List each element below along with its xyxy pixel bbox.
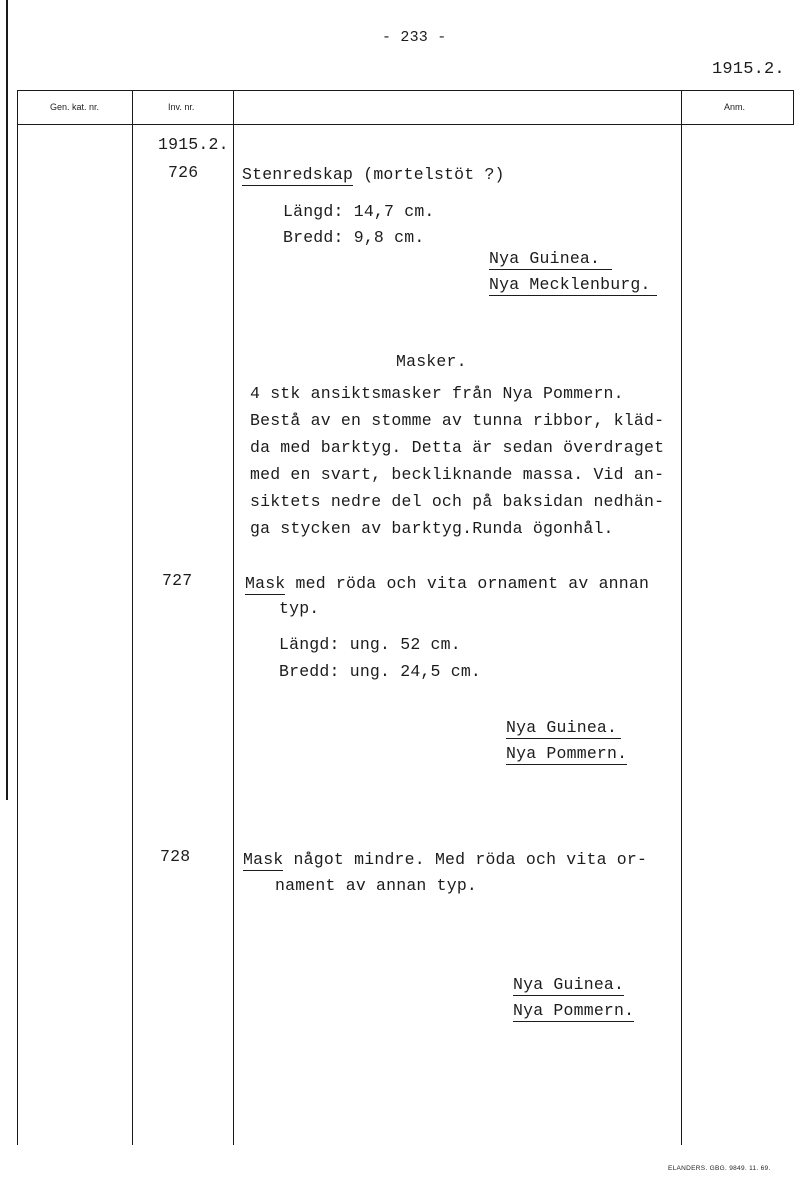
entry-727-line-2: typ.	[279, 599, 320, 618]
column-rule-inv-text	[233, 90, 234, 1145]
column-rule-left	[17, 90, 18, 1145]
entry-726-description: (mortelstöt ?)	[353, 165, 505, 184]
column-rule-text-anm	[681, 90, 682, 1145]
entry-728-description: något mindre. Med röda och vita or-	[283, 850, 648, 869]
entry-727-place-2: Nya Pommern.	[506, 744, 628, 763]
header-anm: Anm.	[724, 102, 746, 112]
binding-margin-line	[6, 0, 8, 800]
entry-727-title	[245, 574, 649, 593]
column-rule-gen-inv	[132, 90, 133, 1145]
entry-728-place-2: Nya Pommern.	[513, 1001, 635, 1020]
entry-726-width: Bredd: 9,8 cm.	[283, 228, 425, 247]
entry-726-length: Längd: 14,7 cm.	[283, 202, 435, 221]
entry-727-object-name: Mask	[245, 574, 286, 593]
column-rule-right	[793, 90, 794, 125]
entry-727-place-1: Nya Guinea.	[506, 718, 621, 737]
entry-728-line-2: nament av annan typ.	[275, 876, 478, 895]
description-line: 4 stk ansiktsmasker från Nya Pommern.	[250, 384, 624, 403]
description-line: siktets nedre del och på baksidan nedhän-	[250, 492, 665, 511]
accession-year: 1915.2.	[158, 135, 229, 154]
description-line: med en svart, beckliknande massa. Vid an-	[250, 465, 665, 484]
entry-727-description: med röda och vita ornament av annan	[285, 574, 650, 593]
header-bottom-rule	[17, 124, 793, 125]
description-line: ga stycken av barktyg.Runda ögonhål.	[250, 519, 614, 538]
entry-727-width: Bredd: ung. 24,5 cm.	[279, 662, 482, 681]
section-heading-masker: Masker.	[396, 352, 467, 371]
header-top-rule	[17, 90, 793, 91]
entry-728-place-1: Nya Guinea.	[513, 975, 625, 994]
entry-726-place-2: Nya Mecklenburg.	[489, 275, 657, 294]
section-description	[250, 380, 664, 542]
year-stamp: 1915.2.	[712, 60, 785, 79]
header-gen-kat-nr: Gen. kat. nr.	[50, 102, 100, 112]
entry-726-title	[242, 165, 505, 184]
description-line: da med barktyg. Detta är sedan överdraget	[250, 438, 665, 457]
printer-mark: ELANDERS. GBG. 9849. 11. 69.	[668, 1165, 771, 1172]
header-inv-nr: Inv. nr.	[168, 102, 195, 112]
inv-number-727: 727	[162, 571, 193, 590]
entry-726-place-1: Nya Guinea.	[489, 249, 612, 268]
entry-727-length: Längd: ung. 52 cm.	[279, 635, 461, 654]
page-number: - 233 -	[382, 29, 447, 46]
inv-number-726: 726	[168, 163, 199, 182]
entry-728-title	[243, 850, 647, 869]
entry-728-object-name: Mask	[243, 850, 284, 869]
entry-726-object-name: Stenredskap	[242, 165, 354, 184]
inv-number-728: 728	[160, 847, 191, 866]
description-line: Bestå av en stomme av tunna ribbor, kläd-	[250, 411, 665, 430]
